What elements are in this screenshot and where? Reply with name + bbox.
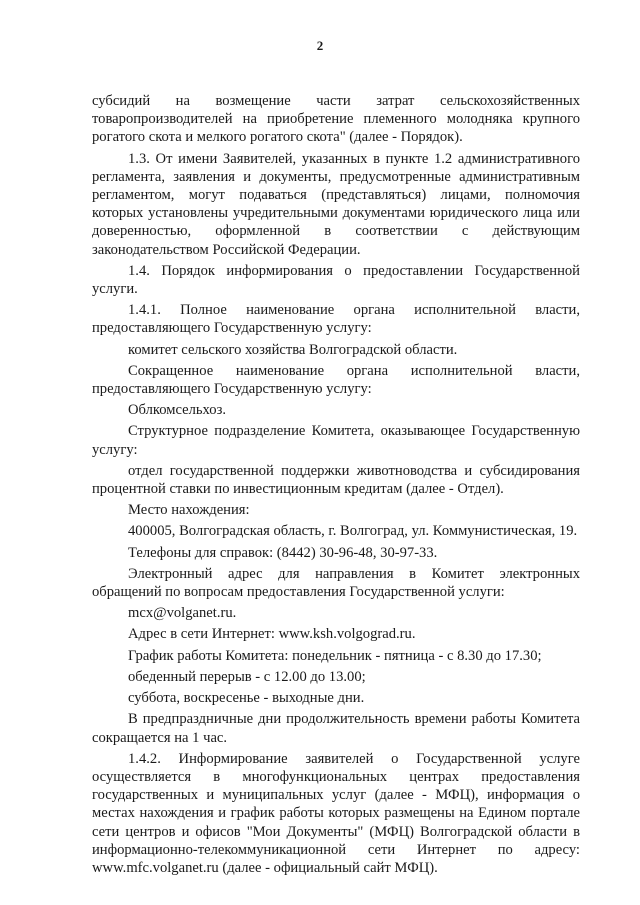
paragraph: Облкомсельхоз. <box>128 402 227 419</box>
paragraph: В предпраздничные дни продолжительность времени работы Комитета сокращается на 1 час. <box>92 711 580 746</box>
paragraph: отдел государственной поддержки животноводства и субсидирования процентной ставки по инвестиционным кредитам (далее - Отдел). <box>92 462 580 498</box>
paragraph: Адрес в сети Интернет: www.ksh.volgograd.ru. <box>128 626 416 643</box>
paragraph: Телефоны для справок: (8442) 30-96-48, 30-97-33. <box>128 544 438 561</box>
paragraph: обеденный перерыв - с 12.00 до 13.00; <box>128 668 366 685</box>
paragraph: 1.4.2. Информирование заявителей о Государственной услуге осуществляется в многофункциональных центрах предоставления государственных и муниципальных услуг (далее - МФЦ), информация о местах нахождения и график работы которых размещены на Едином портале сети центров и офисов "Мои Документы" (МФЦ) Волгоградской области в информационно-телекоммуникационной сети Интернет по адресу: www.mfc.volganet.ru (далее - официальный сайт МФЦ). <box>92 750 580 876</box>
paragraph: 400005, Волгоградская область, г. Волгоград, ул. Коммунистическая, 19. <box>128 523 578 540</box>
page-number: 2 <box>316 38 324 53</box>
paragraph: Электронный адрес для направления в Комитет электронных обращений по вопросам предоставления Государственной услуги: <box>92 565 580 601</box>
paragraph: суббота, воскресенье - выходные дни. <box>128 690 365 707</box>
paragraph: Сокращенное наименование органа исполнительной власти, предоставляющего Государственную услугу: <box>92 362 580 398</box>
paragraph: 1.3. От имени Заявителей, указанных в пункте 1.2 административного регламента, заявления и документы, предусмотренные административным регламентом, могут подаваться (представляться) лицами, полномочия которых установлены учредительными документами юридического лица или доверенностью, оформленной в соответствии с действующим законодательством Российской Федерации. <box>92 150 580 258</box>
document-body <box>92 92 580 877</box>
paragraph: Место нахождения: <box>128 502 250 519</box>
paragraph: Структурное подразделение Комитета, оказывающее Государственную услугу: <box>92 423 580 458</box>
paragraph: График работы Комитета: понедельник - пятница - с 8.30 до 17.30; <box>128 647 542 664</box>
paragraph: mcx@volganet.ru. <box>128 605 237 622</box>
paragraph: 1.4.1. Полное наименование органа исполнительной власти, предоставляющего Государственную услугу: <box>92 302 580 337</box>
paragraph: комитет сельского хозяйства Волгоградской области. <box>128 341 458 358</box>
paragraph: 1.4. Порядок информирования о предоставлении Государственной услуги. <box>92 262 580 298</box>
paragraph: субсидий на возмещение части затрат сельскохозяйственных товаропроизводителей на приобретение племенного молодняка крупного рогатого скота и мелкого рогатого скота" (далее - Порядок). <box>92 93 580 146</box>
